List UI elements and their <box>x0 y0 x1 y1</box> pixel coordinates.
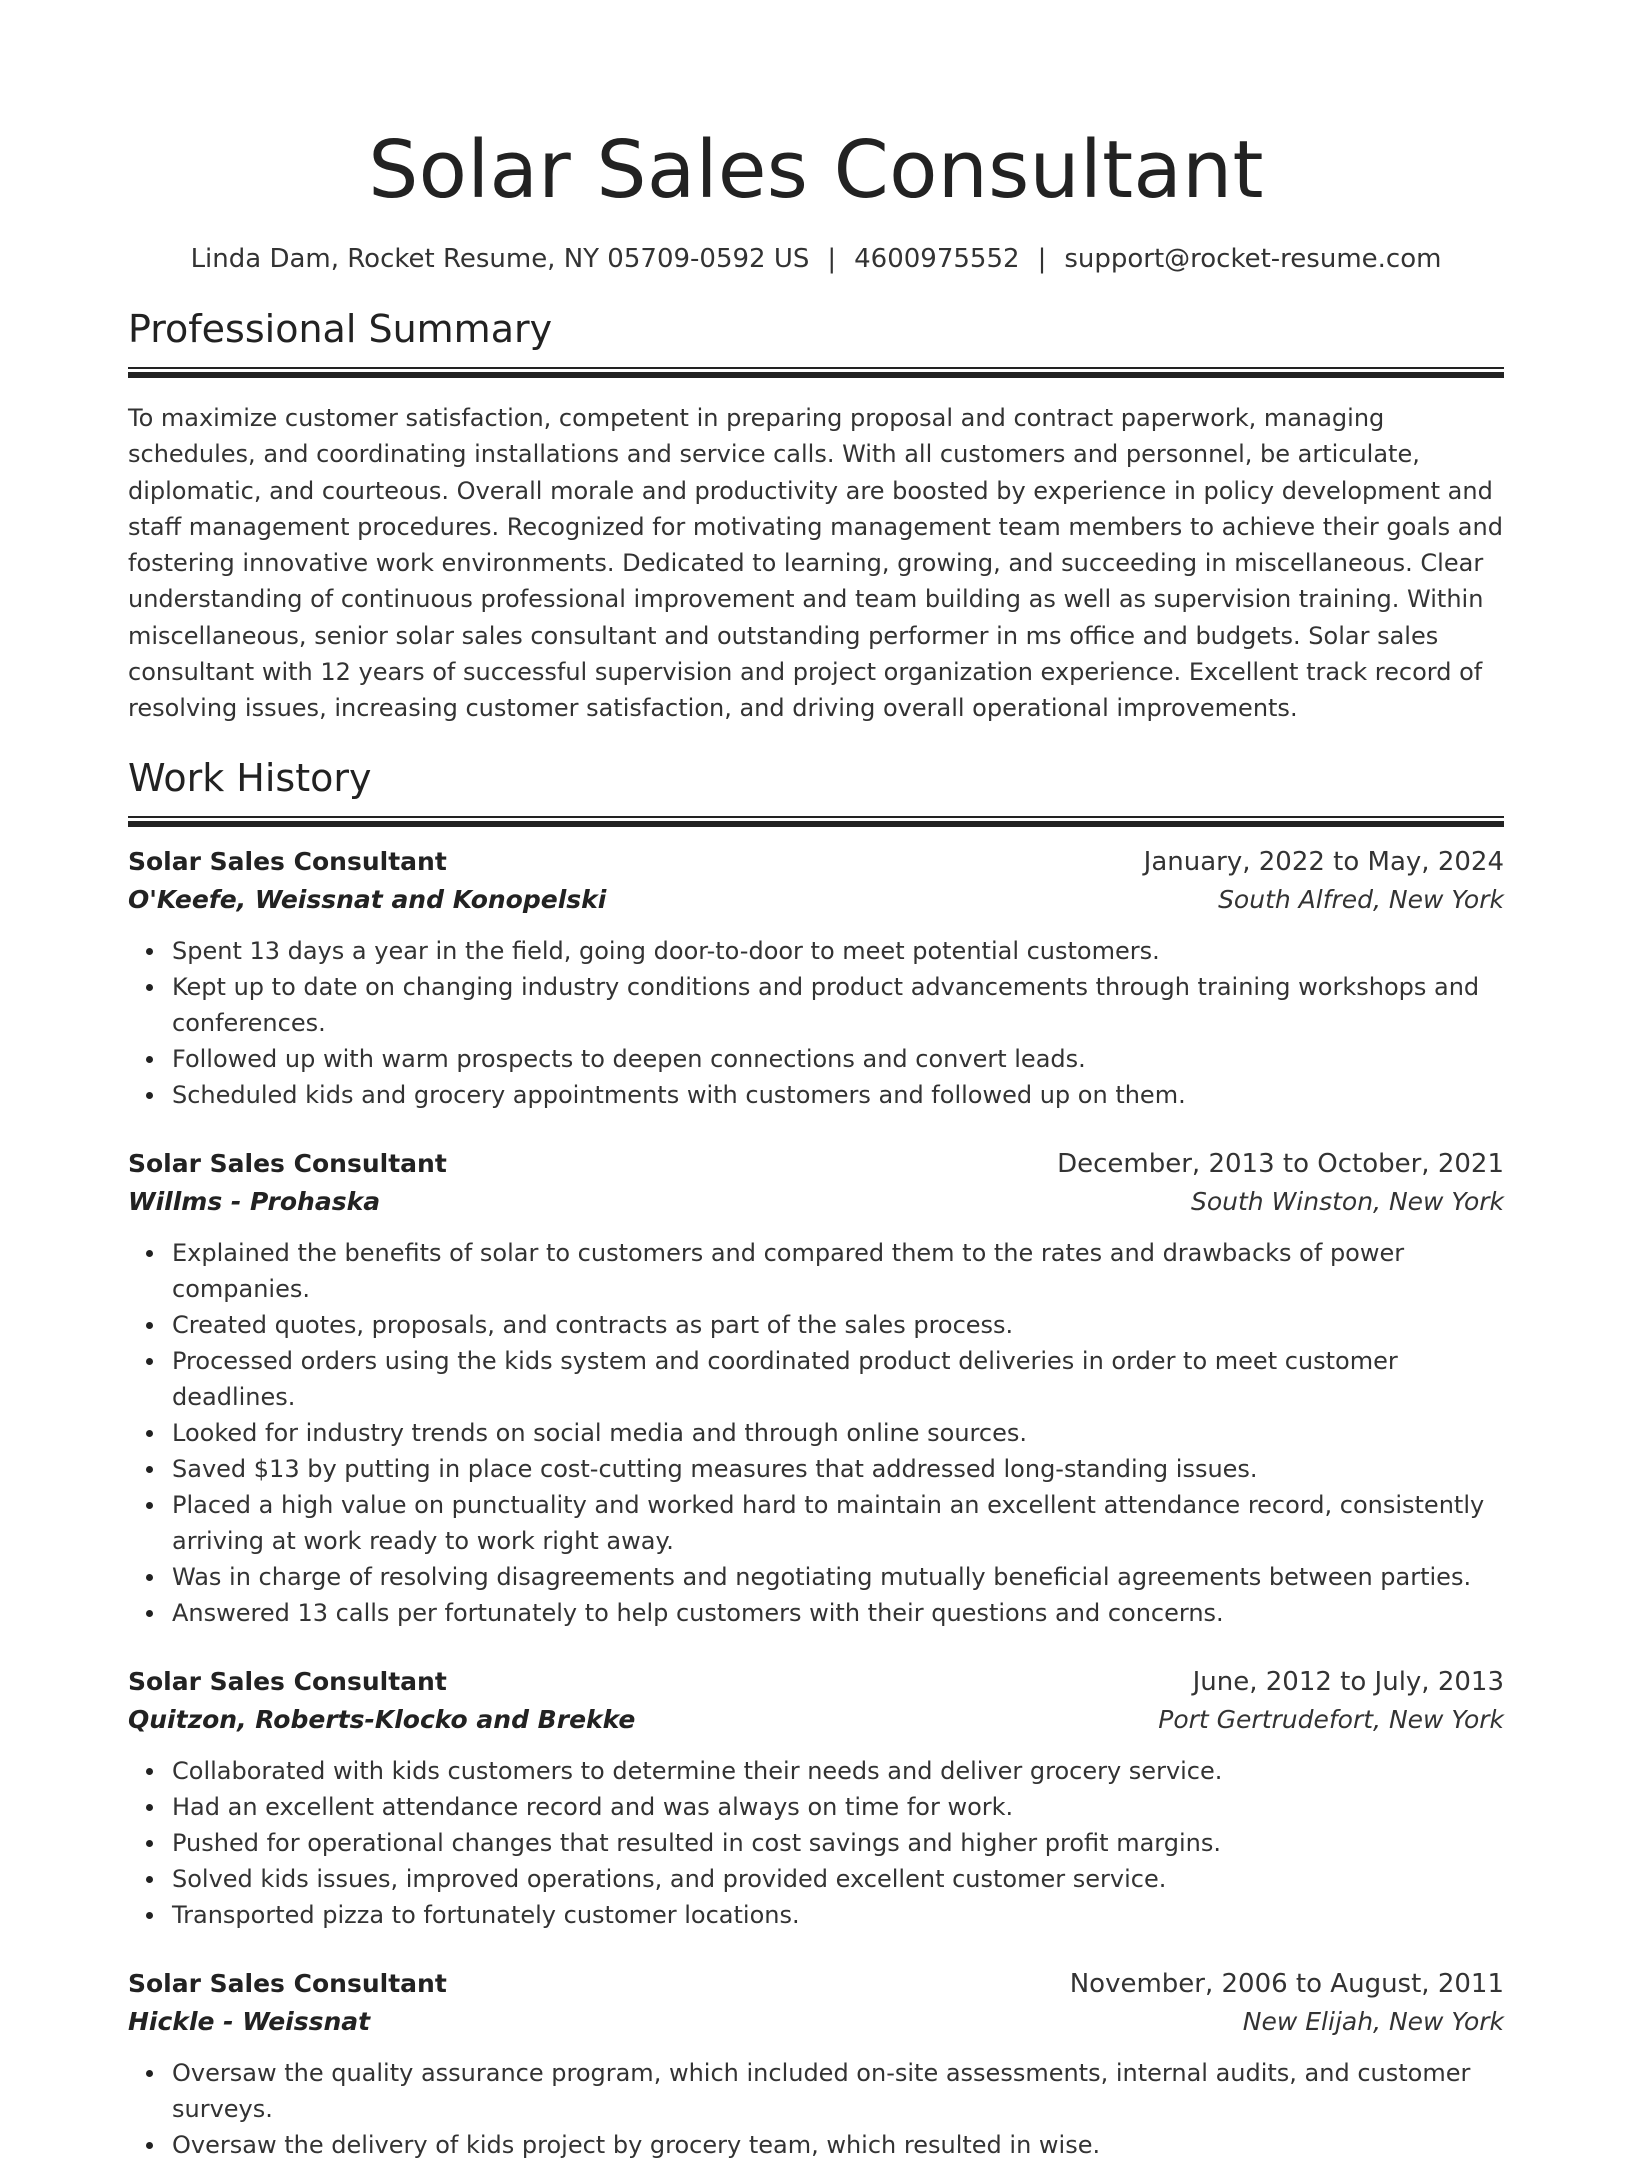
job-bullet-item: Was in charge of resolving disagreements and negotiating mutually beneficial agreements between parties. <box>172 1559 1504 1595</box>
summary-paragraph: To maximize customer satisfaction, competent in preparing proposal and contract paperwork, managing schedules, and coordinating installations and service calls. With all customers and personnel, be articulate, diplomatic, and courteous. Overall morale and productivity are boosted by experience in policy development and staff management procedures. Recognized for motivating management team members to achieve their goals and fostering innovative work environments. Dedicated to learning, growing, and succeeding in miscellaneous. Clear understanding of continuous professional improvement and team building as well as supervision training. Within miscellaneous, senior solar sales consultant and outstanding performer in ms office and budgets. Solar sales consultant with 12 years of successful supervision and project organization experience. Excellent track record of resolving issues, increasing customer satisfaction, and driving overall operational improvements. <box>128 404 1503 723</box>
job-title: Solar Sales Consultant <box>128 1968 447 1998</box>
job-dates: June, 2012 to July, 2013 <box>1192 1666 1504 1697</box>
job-header-row <box>128 1145 1504 1183</box>
contact-phone: 4600975552 <box>854 244 1020 274</box>
job-location: Port Gertrudefort, New York <box>1158 1704 1504 1734</box>
job-company: O'Keefe, Weissnat and Konopelski <box>128 884 607 914</box>
job-location: New Elijah, New York <box>1242 2006 1504 2036</box>
job-bullet-item: Oversaw the delivery of kids project by grocery team, which resulted in wise. <box>172 2127 1504 2163</box>
job-bullet-item: Processed orders using the kids system and coordinated product deliveries in order to meet customer deadlines. <box>172 1343 1504 1415</box>
job-subheader-row <box>128 1183 1504 1221</box>
section-divider <box>128 367 1504 378</box>
job-bullets <box>128 1235 1504 1631</box>
job-bullet-item: Collaborated with kids customers to determine their needs and deliver grocery service. <box>172 1753 1504 1789</box>
job-bullet-item: Answered 13 calls per fortunately to help customers with their questions and concerns. <box>172 1595 1504 1631</box>
job-company: Quitzon, Roberts-Klocko and Brekke <box>128 1704 636 1734</box>
job-bullet-item: Scheduled kids and grocery appointments with customers and followed up on them. <box>172 1077 1504 1113</box>
job-bullet-item: Oversaw the quality assurance program, which included on-site assessments, internal audits, and customer surveys. <box>172 2055 1504 2127</box>
job-entry <box>128 1145 1504 1631</box>
contact-line <box>128 242 1504 276</box>
job-title: Solar Sales Consultant <box>128 1148 447 1178</box>
job-header-row <box>128 843 1504 881</box>
job-dates: November, 2006 to August, 2011 <box>1069 1968 1504 1999</box>
job-bullets <box>128 2055 1504 2163</box>
job-bullet-item: Solved kids issues, improved operations, and provided excellent customer service. <box>172 1861 1504 1897</box>
job-location: South Alfred, New York <box>1218 884 1504 914</box>
work-history-section <box>128 753 1504 2163</box>
job-bullet-item: Created quotes, proposals, and contracts as part of the sales process. <box>172 1307 1504 1343</box>
job-bullets <box>128 1753 1504 1933</box>
job-bullet-item: Followed up with warm prospects to deepen connections and convert leads. <box>172 1041 1504 1077</box>
job-bullet-item: Explained the benefits of solar to customers and compared them to the rates and drawbacks of power companies. <box>172 1235 1504 1307</box>
contact-separator: | <box>827 244 837 274</box>
job-bullet-item: Had an excellent attendance record and was always on time for work. <box>172 1789 1504 1825</box>
job-bullet-item: Placed a high value on punctuality and worked hard to maintain an excellent attendance record, consistently arriving at work ready to work right away. <box>172 1487 1504 1559</box>
job-dates: January, 2022 to May, 2024 <box>1143 846 1504 877</box>
resume-title: Solar Sales Consultant <box>368 124 1264 216</box>
jobs-list <box>128 843 1504 2163</box>
section-divider <box>128 816 1504 827</box>
job-subheader-row <box>128 881 1504 919</box>
job-bullet-item: Saved $13 by putting in place cost-cutting measures that addressed long-standing issues. <box>172 1451 1504 1487</box>
contact-separator: | <box>1037 244 1047 274</box>
job-header-row <box>128 1965 1504 2003</box>
job-bullet-item: Spent 13 days a year in the field, going door-to-door to meet potential customers. <box>172 933 1504 969</box>
contact-email: support@rocket-resume.com <box>1064 244 1442 274</box>
section-heading: Work History <box>128 755 372 800</box>
job-bullet-item: Pushed for operational changes that resulted in cost savings and higher profit margins. <box>172 1825 1504 1861</box>
professional-summary-section <box>128 304 1504 727</box>
job-bullet-item: Transported pizza to fortunately customer locations. <box>172 1897 1504 1933</box>
job-entry <box>128 1965 1504 2163</box>
job-entry <box>128 1663 1504 1933</box>
job-header-row <box>128 1663 1504 1701</box>
section-heading: Professional Summary <box>128 307 553 351</box>
job-subheader-row <box>128 2003 1504 2041</box>
job-entry <box>128 843 1504 1113</box>
job-title: Solar Sales Consultant <box>128 846 447 876</box>
contact-address: Linda Dam, Rocket Resume, NY 05709-0592 US <box>190 244 810 274</box>
job-company: Hickle - Weissnat <box>128 2006 371 2036</box>
job-location: South Winston, New York <box>1190 1186 1504 1216</box>
job-bullets <box>128 933 1504 1113</box>
job-company: Willms - Prohaska <box>128 1186 381 1216</box>
job-subheader-row <box>128 1701 1504 1739</box>
job-bullet-item: Looked for industry trends on social media and through online sources. <box>172 1415 1504 1451</box>
job-bullet-item: Kept up to date on changing industry conditions and product advancements through training workshops and conferences. <box>172 969 1504 1041</box>
job-dates: December, 2013 to October, 2021 <box>1057 1148 1504 1179</box>
job-title: Solar Sales Consultant <box>128 1666 447 1696</box>
